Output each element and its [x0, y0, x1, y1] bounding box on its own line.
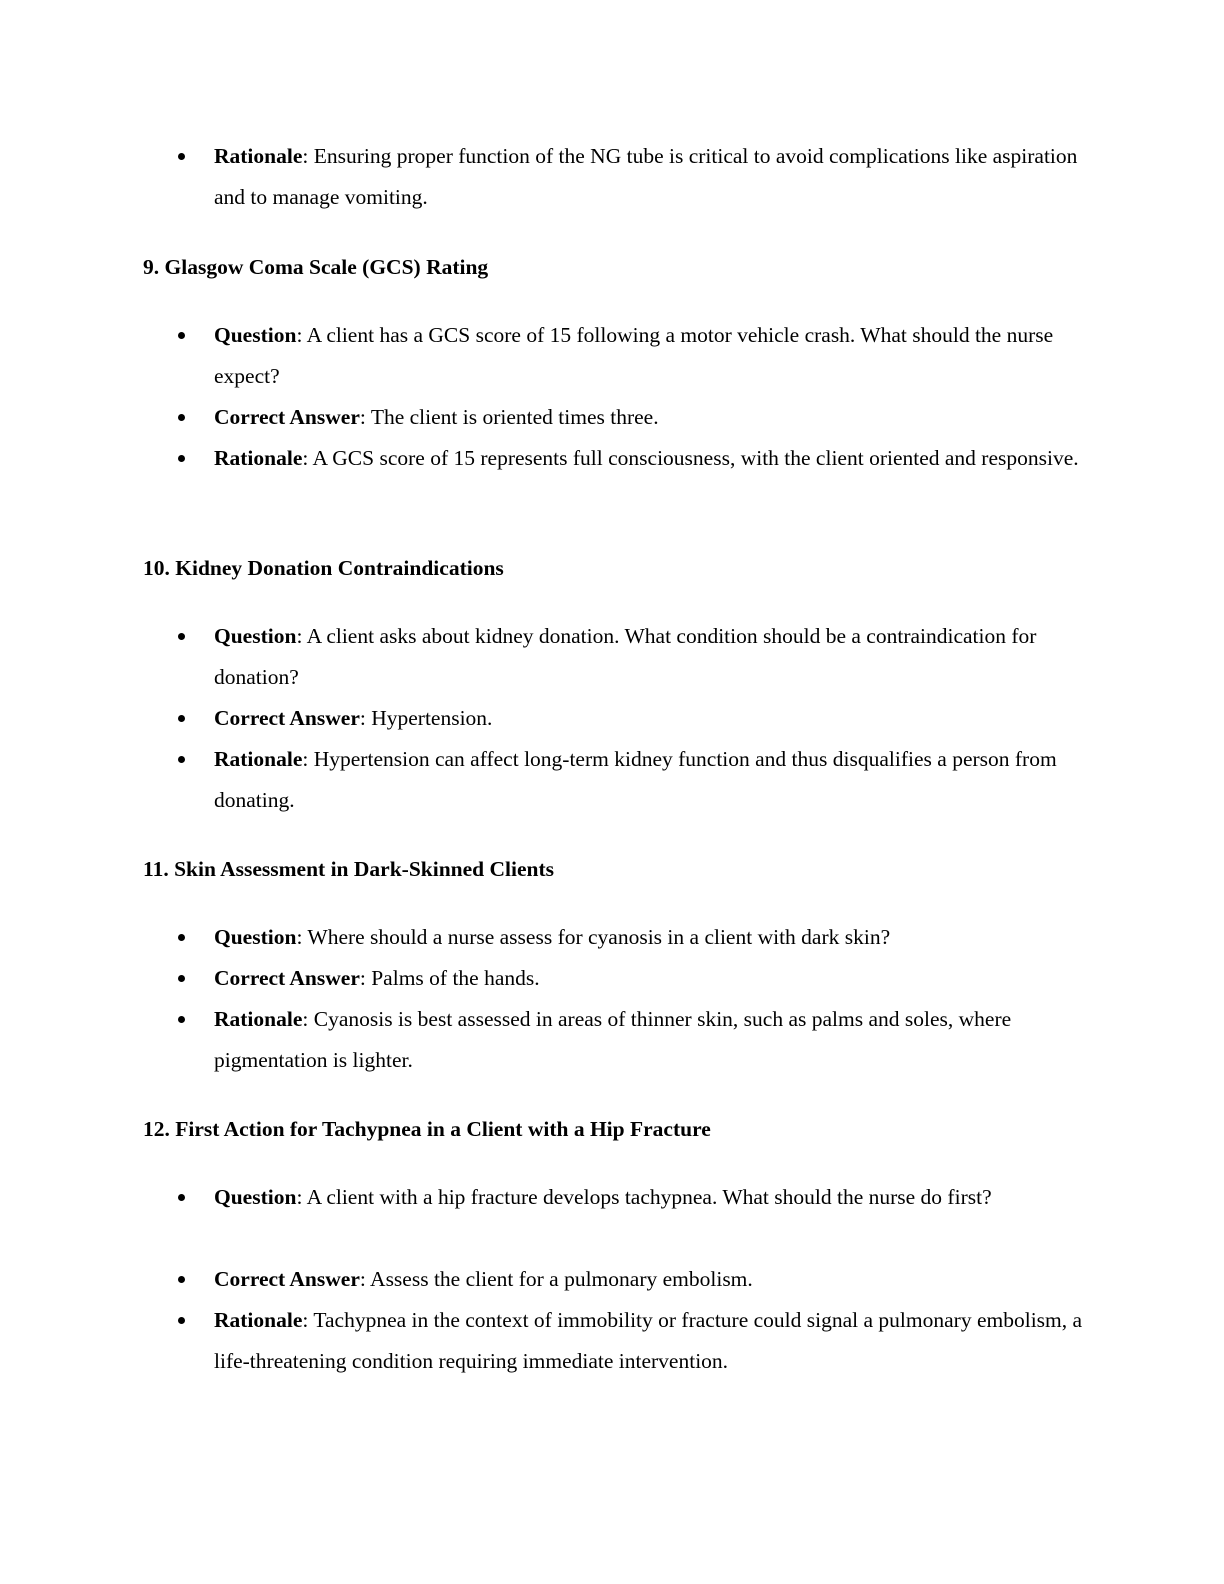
bullet-text: : Ensuring proper function of the NG tube is critical to avoid complications like aspiration and to manage vomiting.	[214, 144, 1078, 209]
section-heading: 11. Skin Assessment in Dark-Skinned Clients	[143, 857, 554, 881]
bullet-dot-icon	[178, 715, 185, 722]
bullet-text: : Palms of the hands.	[359, 966, 540, 990]
bullet-dot-icon	[178, 975, 185, 982]
bullet-dot-icon	[178, 1317, 185, 1324]
bullet-text: : Hypertension can affect long-term kidney function and thus disqualifies a person from donating.	[214, 747, 1057, 812]
bullet-label: Correct Answer	[214, 706, 360, 730]
bullet-label: Question	[214, 323, 297, 347]
bullet-label: Correct Answer	[214, 405, 360, 429]
rationale-bullet	[214, 739, 1094, 821]
rationale-bullet	[214, 438, 1094, 479]
rationale-bullet	[214, 999, 1094, 1081]
question-bullet	[214, 917, 1094, 958]
correct-answer-bullet	[214, 698, 1094, 739]
bullet-dot-icon	[178, 633, 185, 640]
bullet-label: Correct Answer	[214, 966, 360, 990]
bullet-label: Rationale	[214, 1007, 303, 1031]
bullet-label: Question	[214, 1185, 297, 1209]
rationale-bullet	[214, 136, 1094, 218]
bullet-label: Rationale	[214, 446, 303, 470]
bullet-text: : The client is oriented times three.	[359, 405, 659, 429]
bullet-dot-icon	[178, 1276, 185, 1283]
section-heading: 9. Glasgow Coma Scale (GCS) Rating	[143, 255, 489, 279]
bullet-label: Correct Answer	[214, 1267, 360, 1291]
bullet-dot-icon	[178, 934, 185, 941]
bullet-dot-icon	[178, 455, 185, 462]
bullet-label: Rationale	[214, 1308, 303, 1332]
bullet-text: : Hypertension.	[359, 706, 493, 730]
bullet-text: : Where should a nurse assess for cyanosis in a client with dark skin?	[296, 925, 891, 949]
bullet-text: : Tachypnea in the context of immobility or fracture could signal a pulmonary embolism, a life-threatening condition requiring immediate intervention.	[214, 1308, 1083, 1373]
bullet-dot-icon	[178, 1016, 185, 1023]
rationale-bullet	[214, 1300, 1094, 1382]
section-heading: 10. Kidney Donation Contraindications	[143, 556, 504, 580]
bullet-text: : A client with a hip fracture develops tachypnea. What should the nurse do first?	[296, 1185, 992, 1209]
bullet-label: Question	[214, 624, 297, 648]
bullet-text: : Cyanosis is best assessed in areas of thinner skin, such as palms and soles, where pigmentation is lighter.	[214, 1007, 1012, 1072]
bullet-text: : Assess the client for a pulmonary embolism.	[359, 1267, 753, 1291]
bullet-dot-icon	[178, 332, 185, 339]
bullet-dot-icon	[178, 153, 185, 160]
bullet-dot-icon	[178, 414, 185, 421]
bullet-text: : A GCS score of 15 represents full consciousness, with the client oriented and responsive.	[302, 446, 1079, 470]
bullet-label: Rationale	[214, 747, 303, 771]
question-bullet	[214, 315, 1094, 397]
bullet-label: Question	[214, 925, 297, 949]
question-bullet	[214, 616, 1094, 698]
correct-answer-bullet	[214, 1259, 1094, 1300]
question-bullet	[214, 1177, 1094, 1218]
bullet-text: : A client has a GCS score of 15 following a motor vehicle crash. What should the nurse expect?	[214, 323, 1054, 388]
bullet-label: Rationale	[214, 144, 303, 168]
bullet-dot-icon	[178, 1194, 185, 1201]
correct-answer-bullet	[214, 397, 1094, 438]
bullet-text: : A client asks about kidney donation. What condition should be a contraindication for donation?	[214, 624, 1037, 689]
correct-answer-bullet	[214, 958, 1094, 999]
bullet-dot-icon	[178, 756, 185, 763]
section-heading: 12. First Action for Tachypnea in a Client with a Hip Fracture	[143, 1117, 711, 1141]
